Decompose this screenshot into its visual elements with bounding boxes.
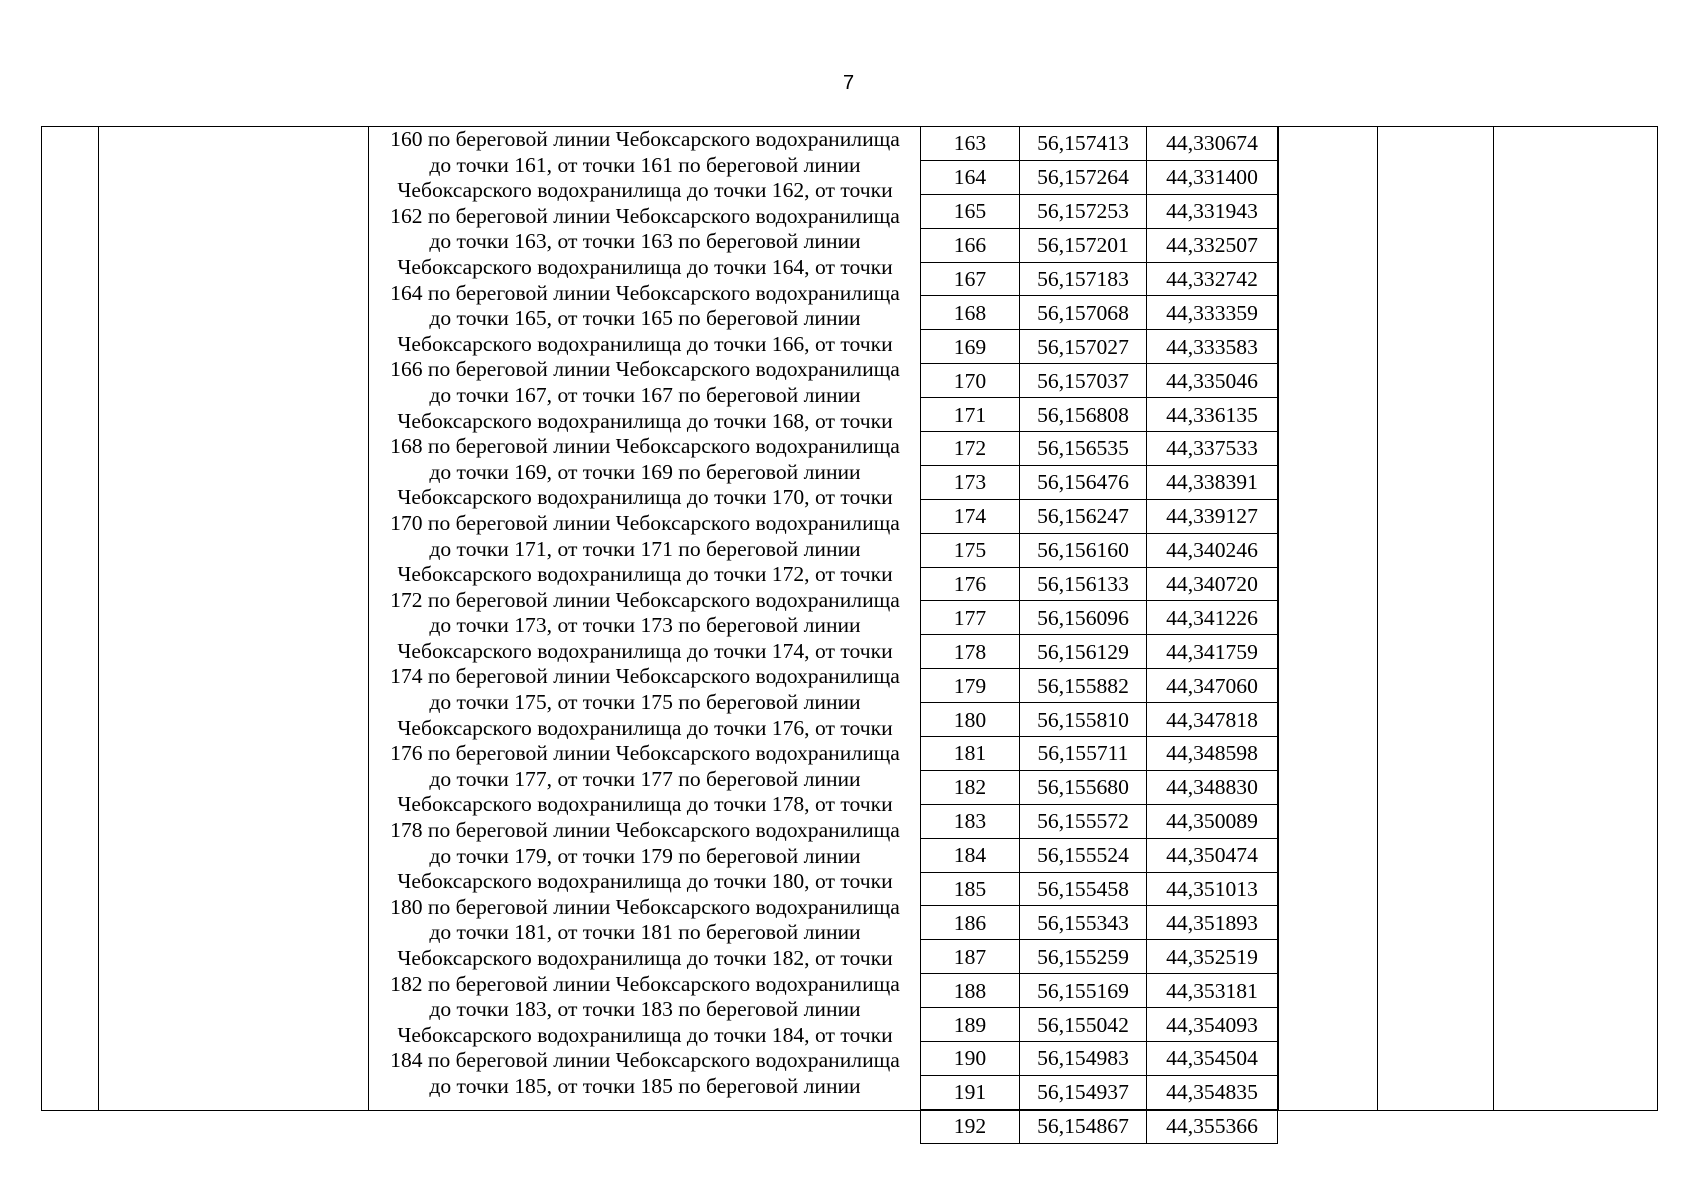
longitude-cell: 44,337533: [1147, 432, 1278, 466]
latitude-cell: 56,157253: [1020, 194, 1147, 228]
latitude-cell: 56,156808: [1020, 398, 1147, 432]
latitude-cell: 56,155259: [1020, 940, 1147, 974]
longitude-cell: 44,333359: [1147, 296, 1278, 330]
boundary-description: 160 по береговой линии Чебоксарского водохранилища до точки 161, от точки 161 по береговой линии Чебоксарского водохранилища до точки 162, от точки 162 по береговой линии Чебоксарского водохранилища до точки 163, от точки 163 по береговой линии Чебоксарского водохранилища до точки 164, от точки 164 по береговой линии Чебоксарского водохранилища до точки 165, от точки 165 по береговой линии Чебоксарского водохранилища до точки 166, от точки 166 по береговой линии Чебоксарского водохранилища до точки 167, от точки 167 по береговой линии Чебоксарского водохранилища до точки 168, от точки 168 по береговой линии Чебоксарского водохранилища до точки 169, от точки 169 по береговой линии Чебоксарского водохранилища до точки 170, от точки 170 по береговой линии Чебоксарского водохранилища до точки 171, от точки 171 по береговой линии Чебоксарского водохранилища до точки 172, от точки 172 по береговой линии Чебоксарского водохранилища до точки 173, от точки 173 по береговой линии Чебоксарского водохранилища до точки 174, от точки 174 по береговой линии Чебоксарского водохранилища до точки 175, от точки 175 по береговой линии Чебоксарского водохранилища до точки 176, от точки 176 по береговой линии Чебоксарского водохранилища до точки 177, от точки 177 по береговой линии Чебоксарского водохранилища до точки 178, от точки 178 по береговой линии Чебоксарского водохранилища до точки 179, от точки 179 по береговой линии Чебоксарского водохранилища до точки 180, от точки 180 по береговой линии Чебоксарского водохранилища до точки 181, от точки 181 по береговой линии Чебоксарского водохранилища до точки 182, от точки 182 по береговой линии Чебоксарского водохранилища до точки 183, от точки 183 по береговой линии Чебоксарского водохранилища до точки 184, от точки 184 по береговой линии Чебоксарского водохранилища до точки 185, от точки 185 по береговой линии: [390, 127, 900, 1098]
latitude-cell: 56,155458: [1020, 872, 1147, 906]
latitude-cell: 56,155169: [1020, 974, 1147, 1008]
latitude-cell: 56,155524: [1020, 838, 1147, 872]
longitude-cell: 44,353181: [1147, 974, 1278, 1008]
table-row: [921, 432, 1278, 466]
table-row: [921, 127, 1278, 161]
longitude-cell: 44,332742: [1147, 262, 1278, 296]
table-row: [921, 804, 1278, 838]
point-number-cell: 178: [921, 635, 1020, 669]
point-number-cell: 185: [921, 872, 1020, 906]
longitude-cell: 44,331943: [1147, 194, 1278, 228]
longitude-cell: 44,355366: [1147, 1109, 1278, 1143]
longitude-cell: 44,340246: [1147, 533, 1278, 567]
table-row: [921, 1042, 1278, 1076]
table-row: [921, 330, 1278, 364]
column-divider: [1377, 126, 1378, 1111]
point-number-cell: 165: [921, 194, 1020, 228]
latitude-cell: 56,156129: [1020, 635, 1147, 669]
column-divider: [368, 126, 369, 1111]
latitude-cell: 56,155711: [1020, 737, 1147, 771]
latitude-cell: 56,155882: [1020, 669, 1147, 703]
table-row: [921, 228, 1278, 262]
point-number-cell: 192: [921, 1109, 1020, 1143]
point-number-cell: 182: [921, 770, 1020, 804]
table-row: [921, 940, 1278, 974]
table-row: [921, 296, 1278, 330]
table-row: [921, 533, 1278, 567]
latitude-cell: 56,156160: [1020, 533, 1147, 567]
longitude-cell: 44,338391: [1147, 465, 1278, 499]
point-number-cell: 174: [921, 499, 1020, 533]
point-number-cell: 188: [921, 974, 1020, 1008]
point-number-cell: 191: [921, 1075, 1020, 1109]
table-row: [921, 770, 1278, 804]
latitude-cell: 56,154937: [1020, 1075, 1147, 1109]
table-row: [921, 262, 1278, 296]
longitude-cell: 44,341226: [1147, 601, 1278, 635]
point-number-cell: 187: [921, 940, 1020, 974]
longitude-cell: 44,335046: [1147, 364, 1278, 398]
point-number-cell: 186: [921, 906, 1020, 940]
latitude-cell: 56,157183: [1020, 262, 1147, 296]
latitude-cell: 56,154983: [1020, 1042, 1147, 1076]
point-number-cell: 183: [921, 804, 1020, 838]
latitude-cell: 56,155810: [1020, 703, 1147, 737]
longitude-cell: 44,341759: [1147, 635, 1278, 669]
latitude-cell: 56,156247: [1020, 499, 1147, 533]
longitude-cell: 44,351893: [1147, 906, 1278, 940]
latitude-cell: 56,157068: [1020, 296, 1147, 330]
point-number-cell: 173: [921, 465, 1020, 499]
longitude-cell: 44,330674: [1147, 127, 1278, 161]
point-number-cell: 190: [921, 1042, 1020, 1076]
longitude-cell: 44,333583: [1147, 330, 1278, 364]
latitude-cell: 56,157413: [1020, 127, 1147, 161]
table-row: [921, 1075, 1278, 1109]
point-number-cell: 189: [921, 1008, 1020, 1042]
table-row: [921, 1109, 1278, 1143]
point-number-cell: 180: [921, 703, 1020, 737]
latitude-cell: 56,155042: [1020, 1008, 1147, 1042]
coordinates-table-body: [921, 127, 1278, 1144]
longitude-cell: 44,331400: [1147, 160, 1278, 194]
table-row: [921, 567, 1278, 601]
point-number-cell: 163: [921, 127, 1020, 161]
table-row: [921, 465, 1278, 499]
latitude-cell: 56,156535: [1020, 432, 1147, 466]
table-row: [921, 737, 1278, 771]
longitude-cell: 44,348830: [1147, 770, 1278, 804]
latitude-cell: 56,156133: [1020, 567, 1147, 601]
latitude-cell: 56,157201: [1020, 228, 1147, 262]
table-row: [921, 364, 1278, 398]
point-number-cell: 179: [921, 669, 1020, 703]
point-number-cell: 167: [921, 262, 1020, 296]
point-number-cell: 171: [921, 398, 1020, 432]
point-number-cell: 172: [921, 432, 1020, 466]
latitude-cell: 56,155680: [1020, 770, 1147, 804]
point-number-cell: 168: [921, 296, 1020, 330]
latitude-cell: 56,155572: [1020, 804, 1147, 838]
table-row: [921, 194, 1278, 228]
table-row: [921, 906, 1278, 940]
latitude-cell: 56,154867: [1020, 1109, 1147, 1143]
table-row: [921, 601, 1278, 635]
point-number-cell: 170: [921, 364, 1020, 398]
table-row: [921, 872, 1278, 906]
table-row: [921, 499, 1278, 533]
latitude-cell: 56,157037: [1020, 364, 1147, 398]
latitude-cell: 56,156096: [1020, 601, 1147, 635]
point-number-cell: 181: [921, 737, 1020, 771]
latitude-cell: 56,155343: [1020, 906, 1147, 940]
longitude-cell: 44,332507: [1147, 228, 1278, 262]
longitude-cell: 44,347060: [1147, 669, 1278, 703]
table-row: [921, 160, 1278, 194]
table-row: [921, 1008, 1278, 1042]
longitude-cell: 44,336135: [1147, 398, 1278, 432]
longitude-cell: 44,352519: [1147, 940, 1278, 974]
point-number-cell: 164: [921, 160, 1020, 194]
longitude-cell: 44,354835: [1147, 1075, 1278, 1109]
table-row: [921, 838, 1278, 872]
longitude-cell: 44,350089: [1147, 804, 1278, 838]
longitude-cell: 44,354093: [1147, 1008, 1278, 1042]
longitude-cell: 44,348598: [1147, 737, 1278, 771]
column-divider: [1278, 126, 1279, 1111]
point-number-cell: 166: [921, 228, 1020, 262]
table-row: [921, 669, 1278, 703]
longitude-cell: 44,340720: [1147, 567, 1278, 601]
latitude-cell: 56,156476: [1020, 465, 1147, 499]
longitude-cell: 44,350474: [1147, 838, 1278, 872]
table-row: [921, 635, 1278, 669]
coordinates-table: [920, 126, 1278, 1144]
latitude-cell: 56,157027: [1020, 330, 1147, 364]
table-row: [921, 703, 1278, 737]
table-row: [921, 398, 1278, 432]
point-number-cell: 176: [921, 567, 1020, 601]
longitude-cell: 44,347818: [1147, 703, 1278, 737]
latitude-cell: 56,157264: [1020, 160, 1147, 194]
column-divider: [98, 126, 99, 1111]
longitude-cell: 44,351013: [1147, 872, 1278, 906]
point-number-cell: 177: [921, 601, 1020, 635]
point-number-cell: 175: [921, 533, 1020, 567]
page-number: 7: [842, 72, 855, 94]
table-row: [921, 974, 1278, 1008]
longitude-cell: 44,339127: [1147, 499, 1278, 533]
longitude-cell: 44,354504: [1147, 1042, 1278, 1076]
point-number-cell: 169: [921, 330, 1020, 364]
column-divider: [1493, 126, 1494, 1111]
point-number-cell: 184: [921, 838, 1020, 872]
